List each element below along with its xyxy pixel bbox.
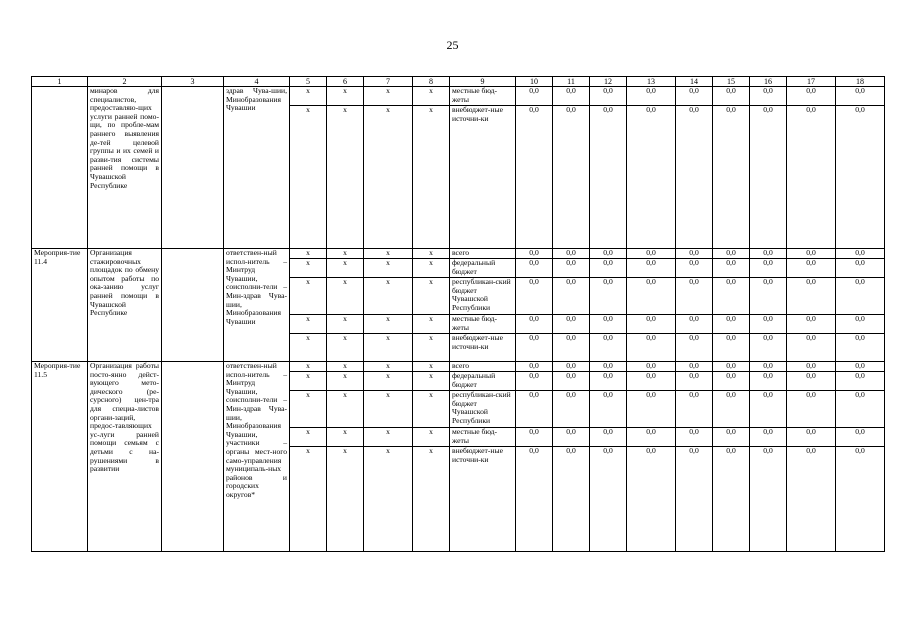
x-cell: х [327,362,364,372]
value-cell: 0,0 [750,372,787,391]
value-cell: 0,0 [516,372,553,391]
x-cell: х [290,334,327,362]
header-cell: 1 [32,77,88,87]
value-cell: 0,0 [553,428,590,447]
x-cell: х [413,362,450,372]
source-cell: всего [450,249,516,259]
value-cell: 0,0 [836,334,885,362]
value-cell: 0,0 [713,391,750,428]
table-row [32,362,885,372]
value-cell: 0,0 [590,372,627,391]
event-label-cell: Мероприя-тие 11.4 [32,249,88,362]
x-cell: х [290,259,327,278]
value-cell: 0,0 [836,372,885,391]
source-cell: местные бюд-жеты [450,315,516,334]
value-cell: 0,0 [516,334,553,362]
value-cell: 0,0 [836,106,885,249]
value-cell: 0,0 [516,428,553,447]
value-cell: 0,0 [836,87,885,106]
table-row [32,249,885,259]
value-cell: 0,0 [553,315,590,334]
x-cell: х [413,278,450,315]
value-cell: 0,0 [713,372,750,391]
value-cell: 0,0 [516,315,553,334]
value-cell: 0,0 [553,278,590,315]
value-cell: 0,0 [516,259,553,278]
source-cell: федеральный бюджет [450,372,516,391]
source-cell: федеральный бюджет [450,259,516,278]
value-cell: 0,0 [676,278,713,315]
value-cell: 0,0 [750,447,787,552]
value-cell: 0,0 [836,428,885,447]
value-cell: 0,0 [627,334,676,362]
x-cell: х [364,428,413,447]
value-cell: 0,0 [836,362,885,372]
value-cell: 0,0 [553,372,590,391]
header-cell: 10 [516,77,553,87]
event-title-cell: Организация работы посто-янно дейст-вующего мето-дического (ре-сурсного) цен-тра для специа-листов органи-заций, предос-тавляющих ус-луги ранней помощи семьям с детьми с на-рушениями в развитии [88,362,162,552]
value-cell: 0,0 [787,106,836,249]
header-cell: 5 [290,77,327,87]
x-cell: х [364,362,413,372]
value-cell: 0,0 [713,87,750,106]
page-number: 25 [446,38,459,52]
x-cell: х [327,334,364,362]
value-cell: 0,0 [553,106,590,249]
header-row [32,77,885,87]
value-cell: 0,0 [713,278,750,315]
x-cell: х [413,106,450,249]
value-cell: 0,0 [836,315,885,334]
x-cell: х [327,87,364,106]
x-cell: х [290,278,327,315]
value-cell: 0,0 [676,372,713,391]
value-cell: 0,0 [627,428,676,447]
value-cell: 0,0 [627,106,676,249]
source-cell: местные бюд-жеты [450,428,516,447]
header-cell: 11 [553,77,590,87]
x-cell: х [327,106,364,249]
value-cell: 0,0 [590,259,627,278]
x-cell: х [413,391,450,428]
x-cell: х [290,428,327,447]
value-cell: 0,0 [836,278,885,315]
source-cell: всего [450,362,516,372]
executor-cell: ответствен-ный испол-нитель – Минтруд Чувашии, соисполни-тели – Мин-здрав Чува-шии, Минобразования Чувашии, участники – органы мест-ного само-управления муниципаль-ных районов и городских округов* [224,362,290,552]
x-cell: х [327,447,364,552]
value-cell: 0,0 [676,87,713,106]
executor-cell: ответствен-ный испол-нитель – Минтруд Чувашии, соисполни-тели – Мин-здрав Чува-шии, Минобразования Чувашии [224,249,290,362]
value-cell: 0,0 [590,315,627,334]
value-cell: 0,0 [627,372,676,391]
value-cell: 0,0 [750,334,787,362]
value-cell: 0,0 [836,447,885,552]
x-cell: х [364,249,413,259]
value-cell: 0,0 [516,249,553,259]
value-cell: 0,0 [516,391,553,428]
value-cell: 0,0 [787,428,836,447]
value-cell: 0,0 [713,447,750,552]
x-cell: х [290,315,327,334]
goal-cell [162,249,224,362]
header-cell: 18 [836,77,885,87]
x-cell: х [290,87,327,106]
x-cell: х [327,259,364,278]
value-cell: 0,0 [787,278,836,315]
value-cell: 0,0 [590,428,627,447]
value-cell: 0,0 [627,278,676,315]
event-label-cell: Мероприя-тие 11.5 [32,362,88,552]
x-cell: х [413,315,450,334]
x-cell: х [413,87,450,106]
x-cell: х [413,428,450,447]
x-cell: х [327,249,364,259]
value-cell: 0,0 [676,315,713,334]
x-cell: х [413,259,450,278]
x-cell: х [413,249,450,259]
header-cell: 15 [713,77,750,87]
x-cell: х [364,391,413,428]
value-cell: 0,0 [713,315,750,334]
x-cell: х [364,87,413,106]
header-cell: 9 [450,77,516,87]
value-cell: 0,0 [713,259,750,278]
value-cell: 0,0 [750,428,787,447]
header-cell: 4 [224,77,290,87]
value-cell: 0,0 [590,447,627,552]
value-cell: 0,0 [627,362,676,372]
value-cell: 0,0 [750,106,787,249]
value-cell: 0,0 [553,447,590,552]
value-cell: 0,0 [836,391,885,428]
x-cell: х [290,447,327,552]
value-cell: 0,0 [787,249,836,259]
value-cell: 0,0 [713,334,750,362]
value-cell: 0,0 [590,87,627,106]
value-cell: 0,0 [676,428,713,447]
value-cell: 0,0 [590,278,627,315]
value-cell: 0,0 [516,87,553,106]
value-cell: 0,0 [787,334,836,362]
x-cell: х [413,372,450,391]
table-row [32,87,885,106]
value-cell: 0,0 [787,87,836,106]
x-cell: х [327,315,364,334]
value-cell: 0,0 [750,278,787,315]
value-cell: 0,0 [676,259,713,278]
value-cell: 0,0 [627,259,676,278]
value-cell: 0,0 [713,106,750,249]
x-cell: х [327,278,364,315]
value-cell: 0,0 [750,315,787,334]
x-cell: х [364,259,413,278]
value-cell: 0,0 [627,249,676,259]
header-cell: 7 [364,77,413,87]
value-cell: 0,0 [750,362,787,372]
header-cell: 6 [327,77,364,87]
value-cell: 0,0 [713,249,750,259]
value-cell: 0,0 [713,362,750,372]
value-cell: 0,0 [553,362,590,372]
value-cell: 0,0 [787,362,836,372]
value-cell: 0,0 [676,249,713,259]
event-title-cell: Организация стажировочных площадок по обмену опытом работы по ока-занию услуг ранней помощи в Чувашской Республике [88,249,162,362]
budget-table [31,76,885,552]
header-cell: 17 [787,77,836,87]
executor-cell: здрав Чува-шии, Минобразования Чувашии [224,87,290,249]
x-cell: х [364,447,413,552]
goal-cell [162,87,224,249]
source-cell: внебюджет-ные источни-ки [450,106,516,249]
value-cell: 0,0 [553,249,590,259]
value-cell: 0,0 [713,428,750,447]
value-cell: 0,0 [553,334,590,362]
header-cell: 3 [162,77,224,87]
value-cell: 0,0 [627,447,676,552]
value-cell: 0,0 [787,447,836,552]
value-cell: 0,0 [676,362,713,372]
x-cell: х [327,391,364,428]
value-cell: 0,0 [836,259,885,278]
x-cell: х [290,372,327,391]
x-cell: х [364,278,413,315]
value-cell: 0,0 [750,249,787,259]
x-cell: х [290,362,327,372]
x-cell: х [290,249,327,259]
header-cell: 16 [750,77,787,87]
source-cell: местные бюд-жеты [450,87,516,106]
event-title-cell: минаров для специалистов, предоставляю-щих услуги ранней помо-щи, по пробле-мам раннего выявления де-тей целевой группы и их семей и разви-тия системы ранней помощи в Чувашской Республике [88,87,162,249]
x-cell: х [413,334,450,362]
value-cell: 0,0 [516,362,553,372]
value-cell: 0,0 [516,278,553,315]
value-cell: 0,0 [676,334,713,362]
source-cell: республикан-ский бюджет Чувашской Республики [450,278,516,315]
x-cell: х [364,315,413,334]
value-cell: 0,0 [750,391,787,428]
x-cell: х [364,106,413,249]
header-cell: 8 [413,77,450,87]
x-cell: х [327,372,364,391]
value-cell: 0,0 [590,391,627,428]
value-cell: 0,0 [590,362,627,372]
source-cell: внебюджет-ные источни-ки [450,334,516,362]
value-cell: 0,0 [750,259,787,278]
value-cell: 0,0 [676,106,713,249]
x-cell: х [364,372,413,391]
value-cell: 0,0 [750,87,787,106]
value-cell: 0,0 [676,447,713,552]
value-cell: 0,0 [836,249,885,259]
value-cell: 0,0 [787,372,836,391]
source-cell: внебюджет-ные источни-ки [450,447,516,552]
value-cell: 0,0 [553,259,590,278]
value-cell: 0,0 [590,249,627,259]
value-cell: 0,0 [553,391,590,428]
x-cell: х [413,447,450,552]
x-cell: х [290,391,327,428]
value-cell: 0,0 [590,106,627,249]
value-cell: 0,0 [787,315,836,334]
value-cell: 0,0 [590,334,627,362]
value-cell: 0,0 [627,315,676,334]
value-cell: 0,0 [787,259,836,278]
header-cell: 13 [627,77,676,87]
event-label-cell [32,87,88,249]
value-cell: 0,0 [553,87,590,106]
header-cell: 2 [88,77,162,87]
value-cell: 0,0 [787,391,836,428]
x-cell: х [364,334,413,362]
value-cell: 0,0 [627,391,676,428]
x-cell: х [327,428,364,447]
goal-cell [162,362,224,552]
value-cell: 0,0 [627,87,676,106]
header-cell: 14 [676,77,713,87]
value-cell: 0,0 [676,391,713,428]
header-cell: 12 [590,77,627,87]
source-cell: республикан-ский бюджет Чувашской Республики [450,391,516,428]
x-cell: х [290,106,327,249]
value-cell: 0,0 [516,106,553,249]
value-cell: 0,0 [516,447,553,552]
